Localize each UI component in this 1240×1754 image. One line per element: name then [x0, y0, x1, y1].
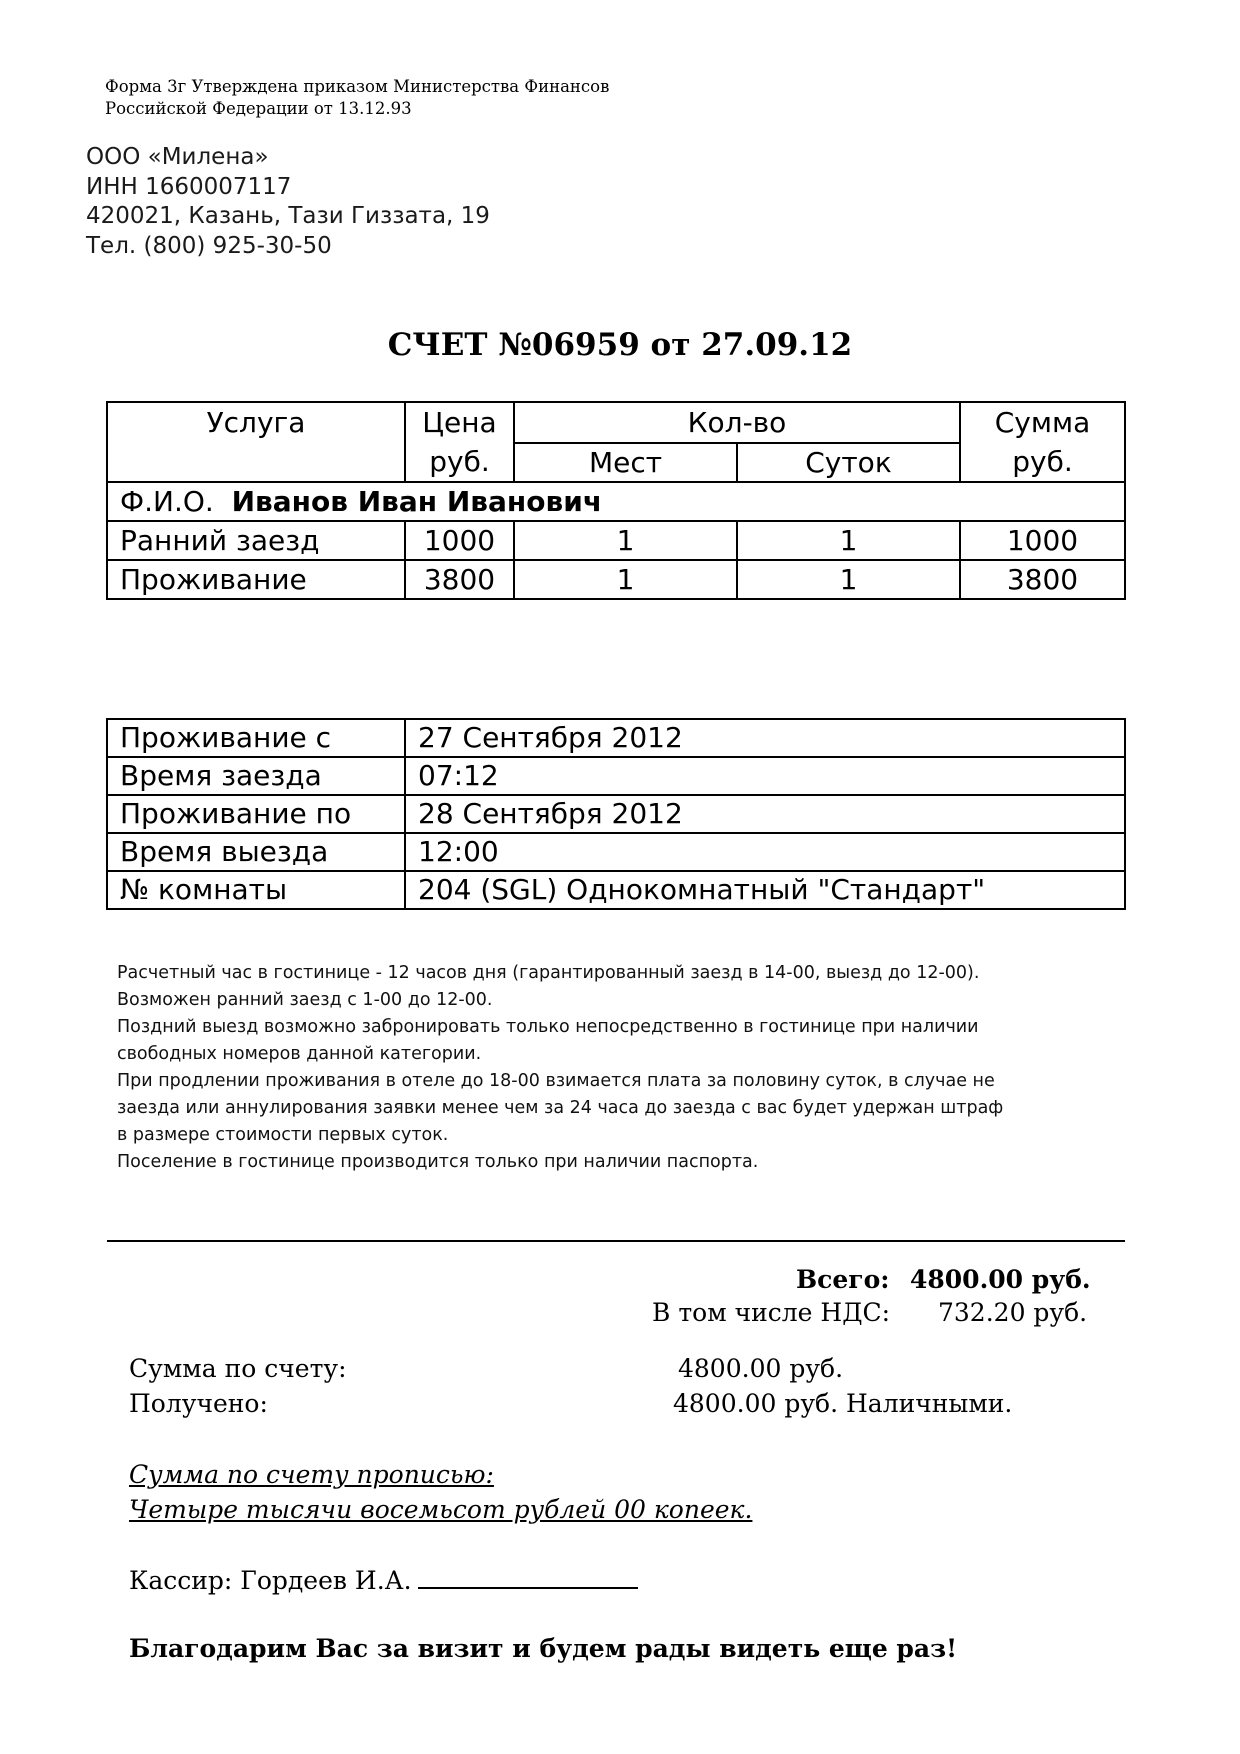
- stay-value: 07:12: [405, 757, 1125, 795]
- table-row: [107, 795, 1125, 833]
- header-days: Суток: [737, 443, 960, 482]
- header-price-unit: руб.: [405, 443, 514, 482]
- service-places: 1: [514, 560, 737, 599]
- guest-row: [107, 482, 1125, 521]
- stay-value: 204 (SGL) Однокомнатный "Стандарт": [405, 871, 1125, 909]
- vat-label: В том числе НДС:: [652, 1298, 891, 1327]
- hotel-rules: [117, 960, 1003, 1176]
- table-row: [107, 521, 1125, 560]
- organization-phone: Тел. (800) 925-30-50: [86, 232, 332, 259]
- invoice-title: СЧЕТ №06959 от 27.09.12: [387, 327, 853, 363]
- signature-line: [418, 1563, 638, 1589]
- amount-in-words-text: Четыре тысячи восемьсот рублей 00 копеек.: [129, 1495, 753, 1524]
- service-sum: 1000: [960, 521, 1125, 560]
- stay-label: Проживание с: [107, 719, 405, 757]
- amount-in-words-label: Сумма по счету прописью:: [129, 1460, 494, 1489]
- service-name: Проживание: [107, 560, 405, 599]
- rule-line: Поселение в гостинице производится только при наличии паспорта.: [117, 1152, 759, 1172]
- stay-label: Проживание по: [107, 795, 405, 833]
- stay-value: 12:00: [405, 833, 1125, 871]
- header-service: Услуга: [107, 402, 405, 482]
- invoice-sum-value: 4800.00 руб.: [678, 1354, 844, 1383]
- service-places: 1: [514, 521, 737, 560]
- services-header-row-1: [107, 402, 1125, 443]
- vat-value: 732.20 руб.: [938, 1298, 1088, 1327]
- service-price: 1000: [405, 521, 514, 560]
- organization-block: [86, 143, 490, 261]
- header-sum-unit: руб.: [960, 443, 1125, 482]
- rule-line: свободных номеров данной категории.: [117, 1044, 482, 1064]
- rule-line: в размере стоимости первых суток.: [117, 1125, 449, 1145]
- table-row: [107, 719, 1125, 757]
- invoice-sum-label: Сумма по счету:: [129, 1354, 347, 1383]
- header-price: Цена: [405, 402, 514, 443]
- received-value: 4800.00 руб. Наличными.: [673, 1389, 1013, 1418]
- table-row: [107, 757, 1125, 795]
- stay-label: Время заезда: [107, 757, 405, 795]
- cashier-name: Кассир: Гордеев И.А.: [129, 1566, 412, 1595]
- table-row: [107, 833, 1125, 871]
- rule-line: Поздний выезд возможно забронировать только непосредственно в гостинице при наличии: [117, 1017, 979, 1037]
- organization-name: ООО «Милена»: [86, 144, 269, 170]
- stay-value: 27 Сентября 2012: [405, 719, 1125, 757]
- section-divider: [107, 1240, 1125, 1242]
- header-places: Мест: [514, 443, 737, 482]
- total-label: Всего:: [796, 1265, 890, 1294]
- organization-address: 420021, Казань, Тази Гиззата, 19: [86, 203, 490, 229]
- organization-inn: ИНН 1660007117: [86, 173, 292, 200]
- form-note-line-2: Российской Федерации от 13.12.93: [105, 99, 412, 118]
- rule-line: При продлении проживания в отеле до 18-00 взимается плата за половину суток, в случае не: [117, 1071, 995, 1091]
- guest-name: Иванов Иван Иванович: [231, 485, 603, 518]
- stay-value: 28 Сентября 2012: [405, 795, 1125, 833]
- service-name: Ранний заезд: [107, 521, 405, 560]
- header-qty: Кол-во: [514, 402, 960, 443]
- table-row: [107, 560, 1125, 599]
- stay-details-table: [106, 718, 1126, 910]
- table-row: [107, 871, 1125, 909]
- rule-line: Расчетный час в гостинице - 12 часов дня (гарантированный заезд в 14-00, выезд до 12-00).: [117, 963, 980, 983]
- cashier-signature: [129, 1563, 638, 1597]
- rule-line: Возможен ранний заезд с 1-00 до 12-00.: [117, 990, 493, 1010]
- form-approval-note: [105, 76, 609, 120]
- stay-label: № комнаты: [107, 871, 405, 909]
- service-days: 1: [737, 521, 960, 560]
- received-label: Получено:: [129, 1389, 268, 1418]
- total-value: 4800.00 руб.: [910, 1265, 1091, 1294]
- guest-cell: [107, 482, 1125, 521]
- rule-line: заезда или аннулирования заявки менее чем за 24 часа до заезда с вас будет удержан штраф: [117, 1098, 1004, 1118]
- service-days: 1: [737, 560, 960, 599]
- services-table: [106, 401, 1126, 600]
- form-note-line-1: Форма 3г Утверждена приказом Министерства Финансов: [105, 77, 610, 96]
- header-sum: Сумма: [960, 402, 1125, 443]
- thank-you-message: Благодарим Вас за визит и будем рады видеть еще раз!: [129, 1634, 958, 1663]
- service-sum: 3800: [960, 560, 1125, 599]
- guest-label: Ф.И.О.: [120, 485, 214, 518]
- stay-label: Время выезда: [107, 833, 405, 871]
- service-price: 3800: [405, 560, 514, 599]
